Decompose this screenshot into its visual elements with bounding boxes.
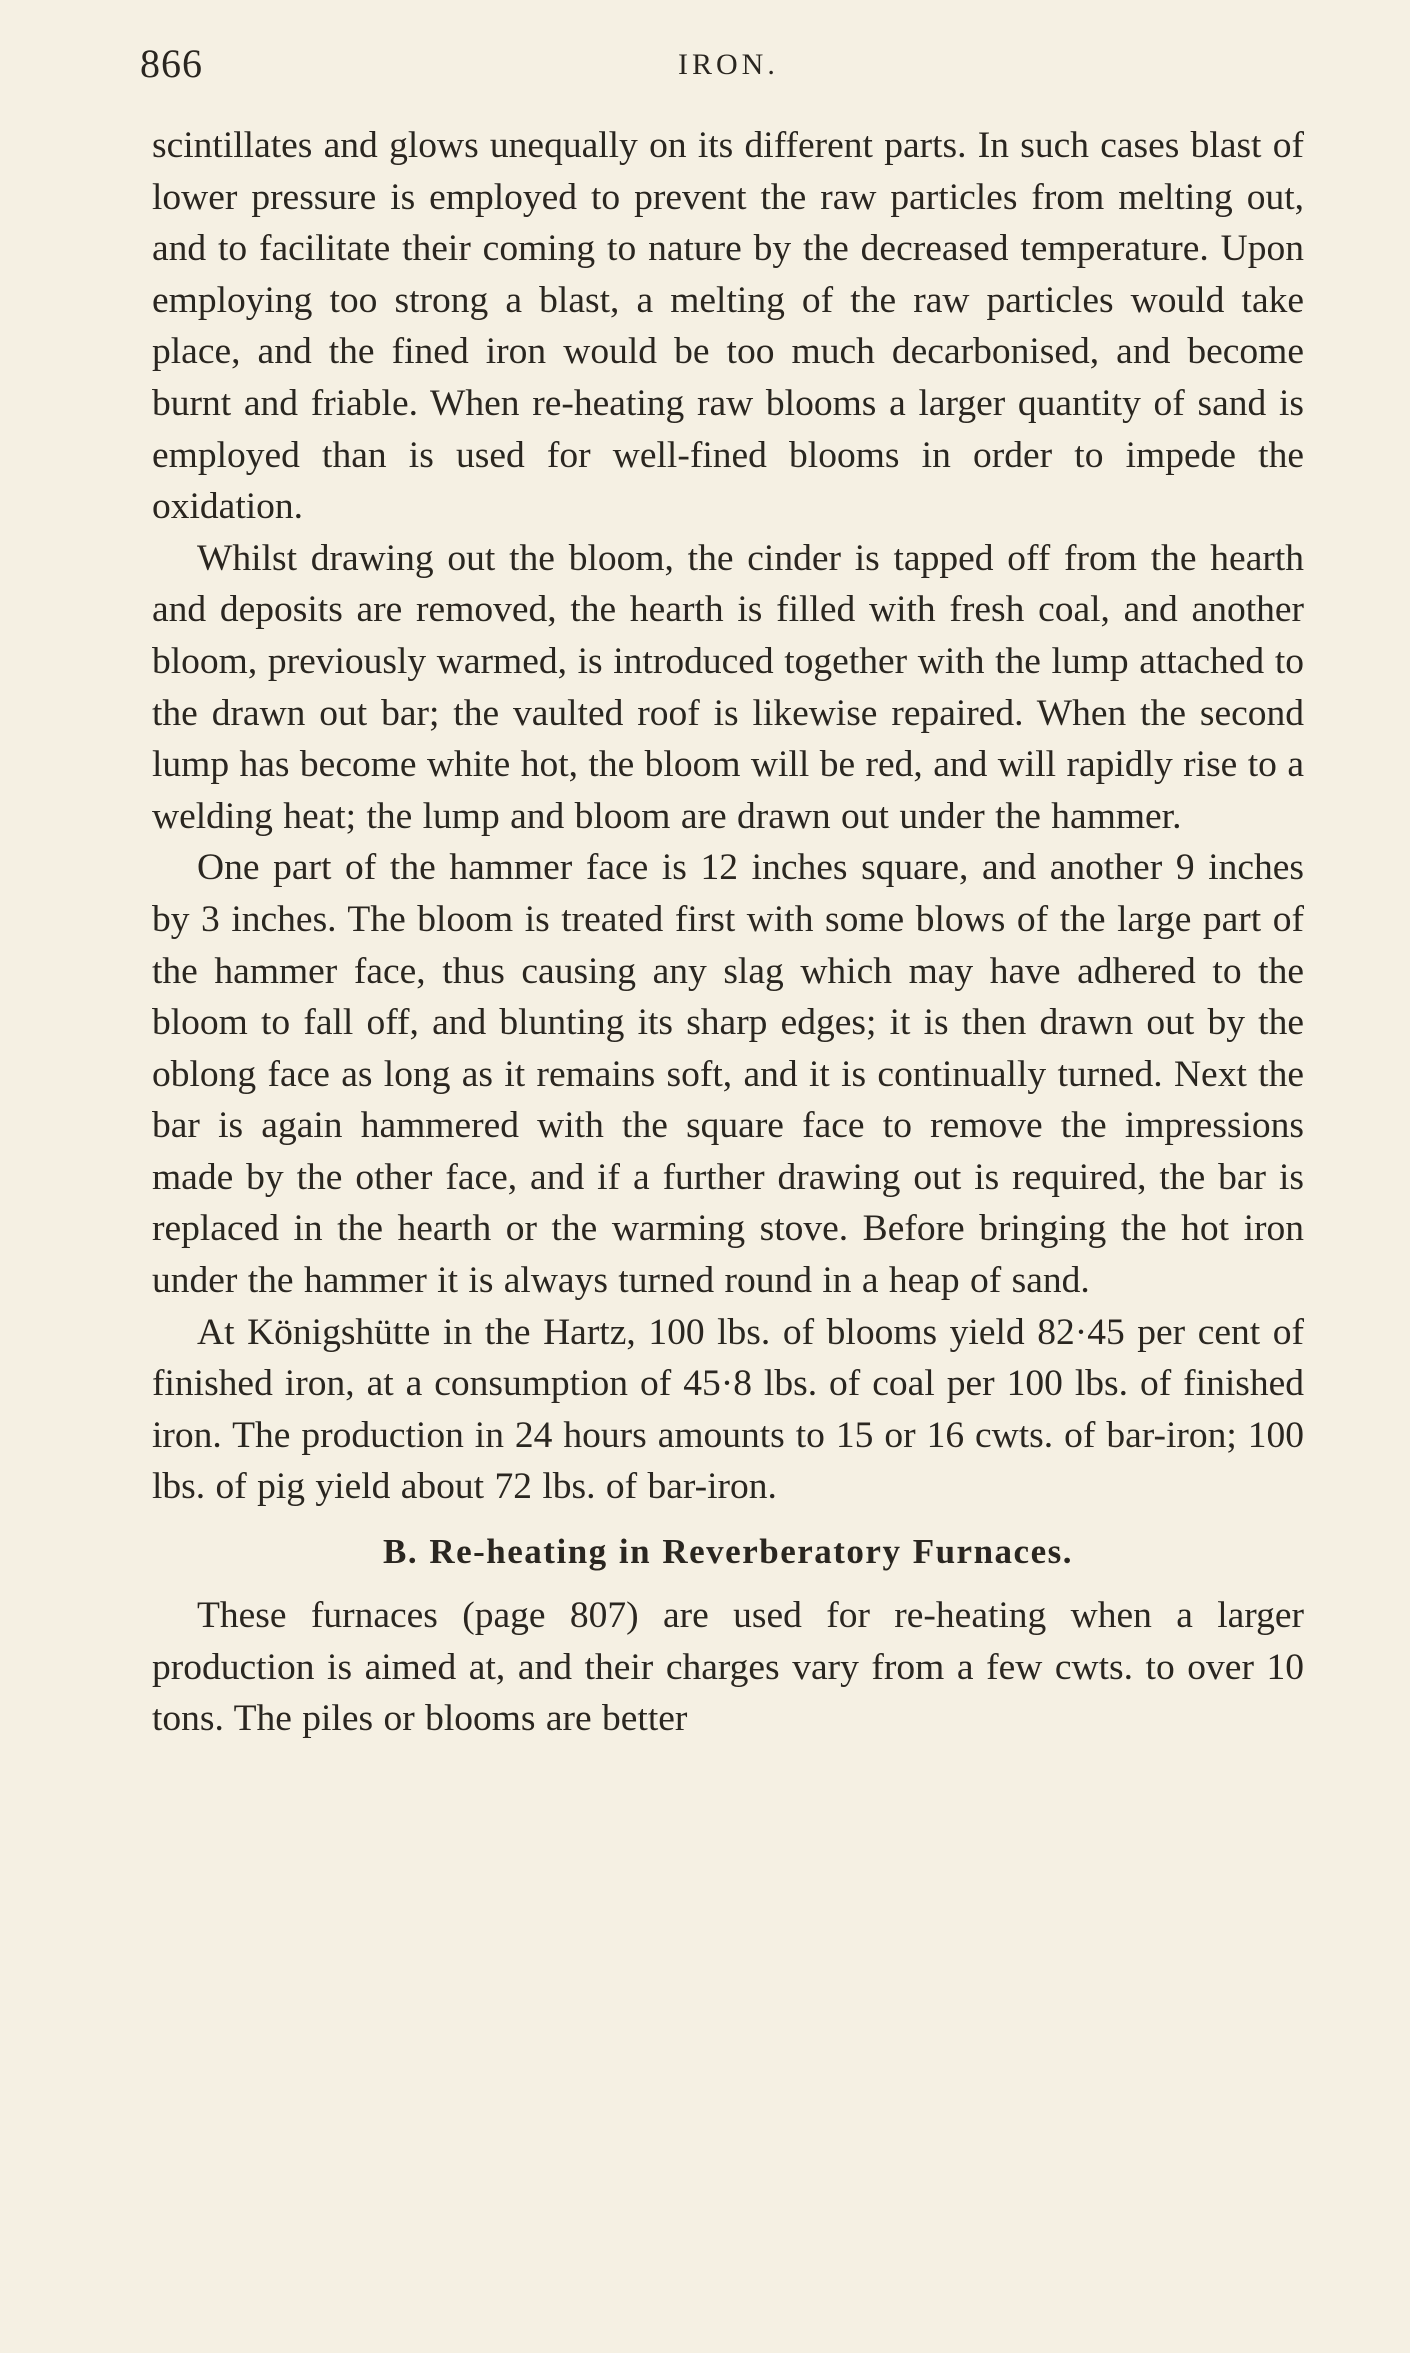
paragraph-hammer-face: One part of the hammer face is 12 inches square, and another 9 inches by 3 inches. The bloom is treated first with some blows of the large part of the hammer face, thus causing any slag which may have adhered to the bloom to fall off, and blunting its sharp edges; it is then drawn out by the oblong face as long as it remains soft, and it is continually turned. Next the bar is again hammered with the square face to remove the impressions made by the other face, and if a further drawing out is required, the bar is replaced in the hearth or the warming stove. Before bringing the hot iron under the hammer it is always turned round in a heap of sand. xyxy=(152,847,1304,1302)
page-header xyxy=(140,40,1310,90)
paragraph-continuation: scintillates and glows unequally on its different parts. In such cases blast of lower pressure is employed to prevent the raw particles from melting out, and to facilitate their coming to nature by the decreased temperature. Upon employing too strong a blast, a melting of the raw particles would take place, and the fined iron would be too much decarbonised, and become burnt and friable. When re-heating raw blooms a larger quantity of sand is employed than is used for well-fined blooms in order to impede the oxidation. xyxy=(152,125,1304,528)
paragraph-konigshutte: At Königshütte in the Hartz, 100 lbs. of blooms yield 82·45 per cent of finished iron, at a consumption of 45·8 lbs. of coal per 100 lbs. of finished iron. The production in 24 hours amounts to 15 or 16 cwts. of bar-iron; 100 lbs. of pig yield about 72 lbs. of bar-iron. xyxy=(152,1311,1304,1508)
page-number: 866 xyxy=(140,41,203,86)
running-title: IRON. xyxy=(678,48,779,81)
body-text xyxy=(152,120,1304,1745)
section-heading: B. Re-heating in Reverberatory Furnaces. xyxy=(383,1532,1073,1572)
paragraph-drawing-out-bloom: Whilst drawing out the bloom, the cinder is tapped off from the hearth and deposits are removed, the hearth is filled with fresh coal, and another bloom, previously warmed, is introduced together with the lump attached to the drawn out bar; the vaulted roof is likewise repaired. When the second lump has become white hot, the bloom will be red, and will rapidly rise to a welding heat; the lump and bloom are drawn out under the hammer. xyxy=(152,537,1304,837)
paragraph-reverberatory-furnaces: These furnaces (page 807) are used for re-heating when a larger production is aimed at, and their charges vary from a few cwts. to over 10 tons. The piles or blooms are better xyxy=(152,1595,1304,1740)
